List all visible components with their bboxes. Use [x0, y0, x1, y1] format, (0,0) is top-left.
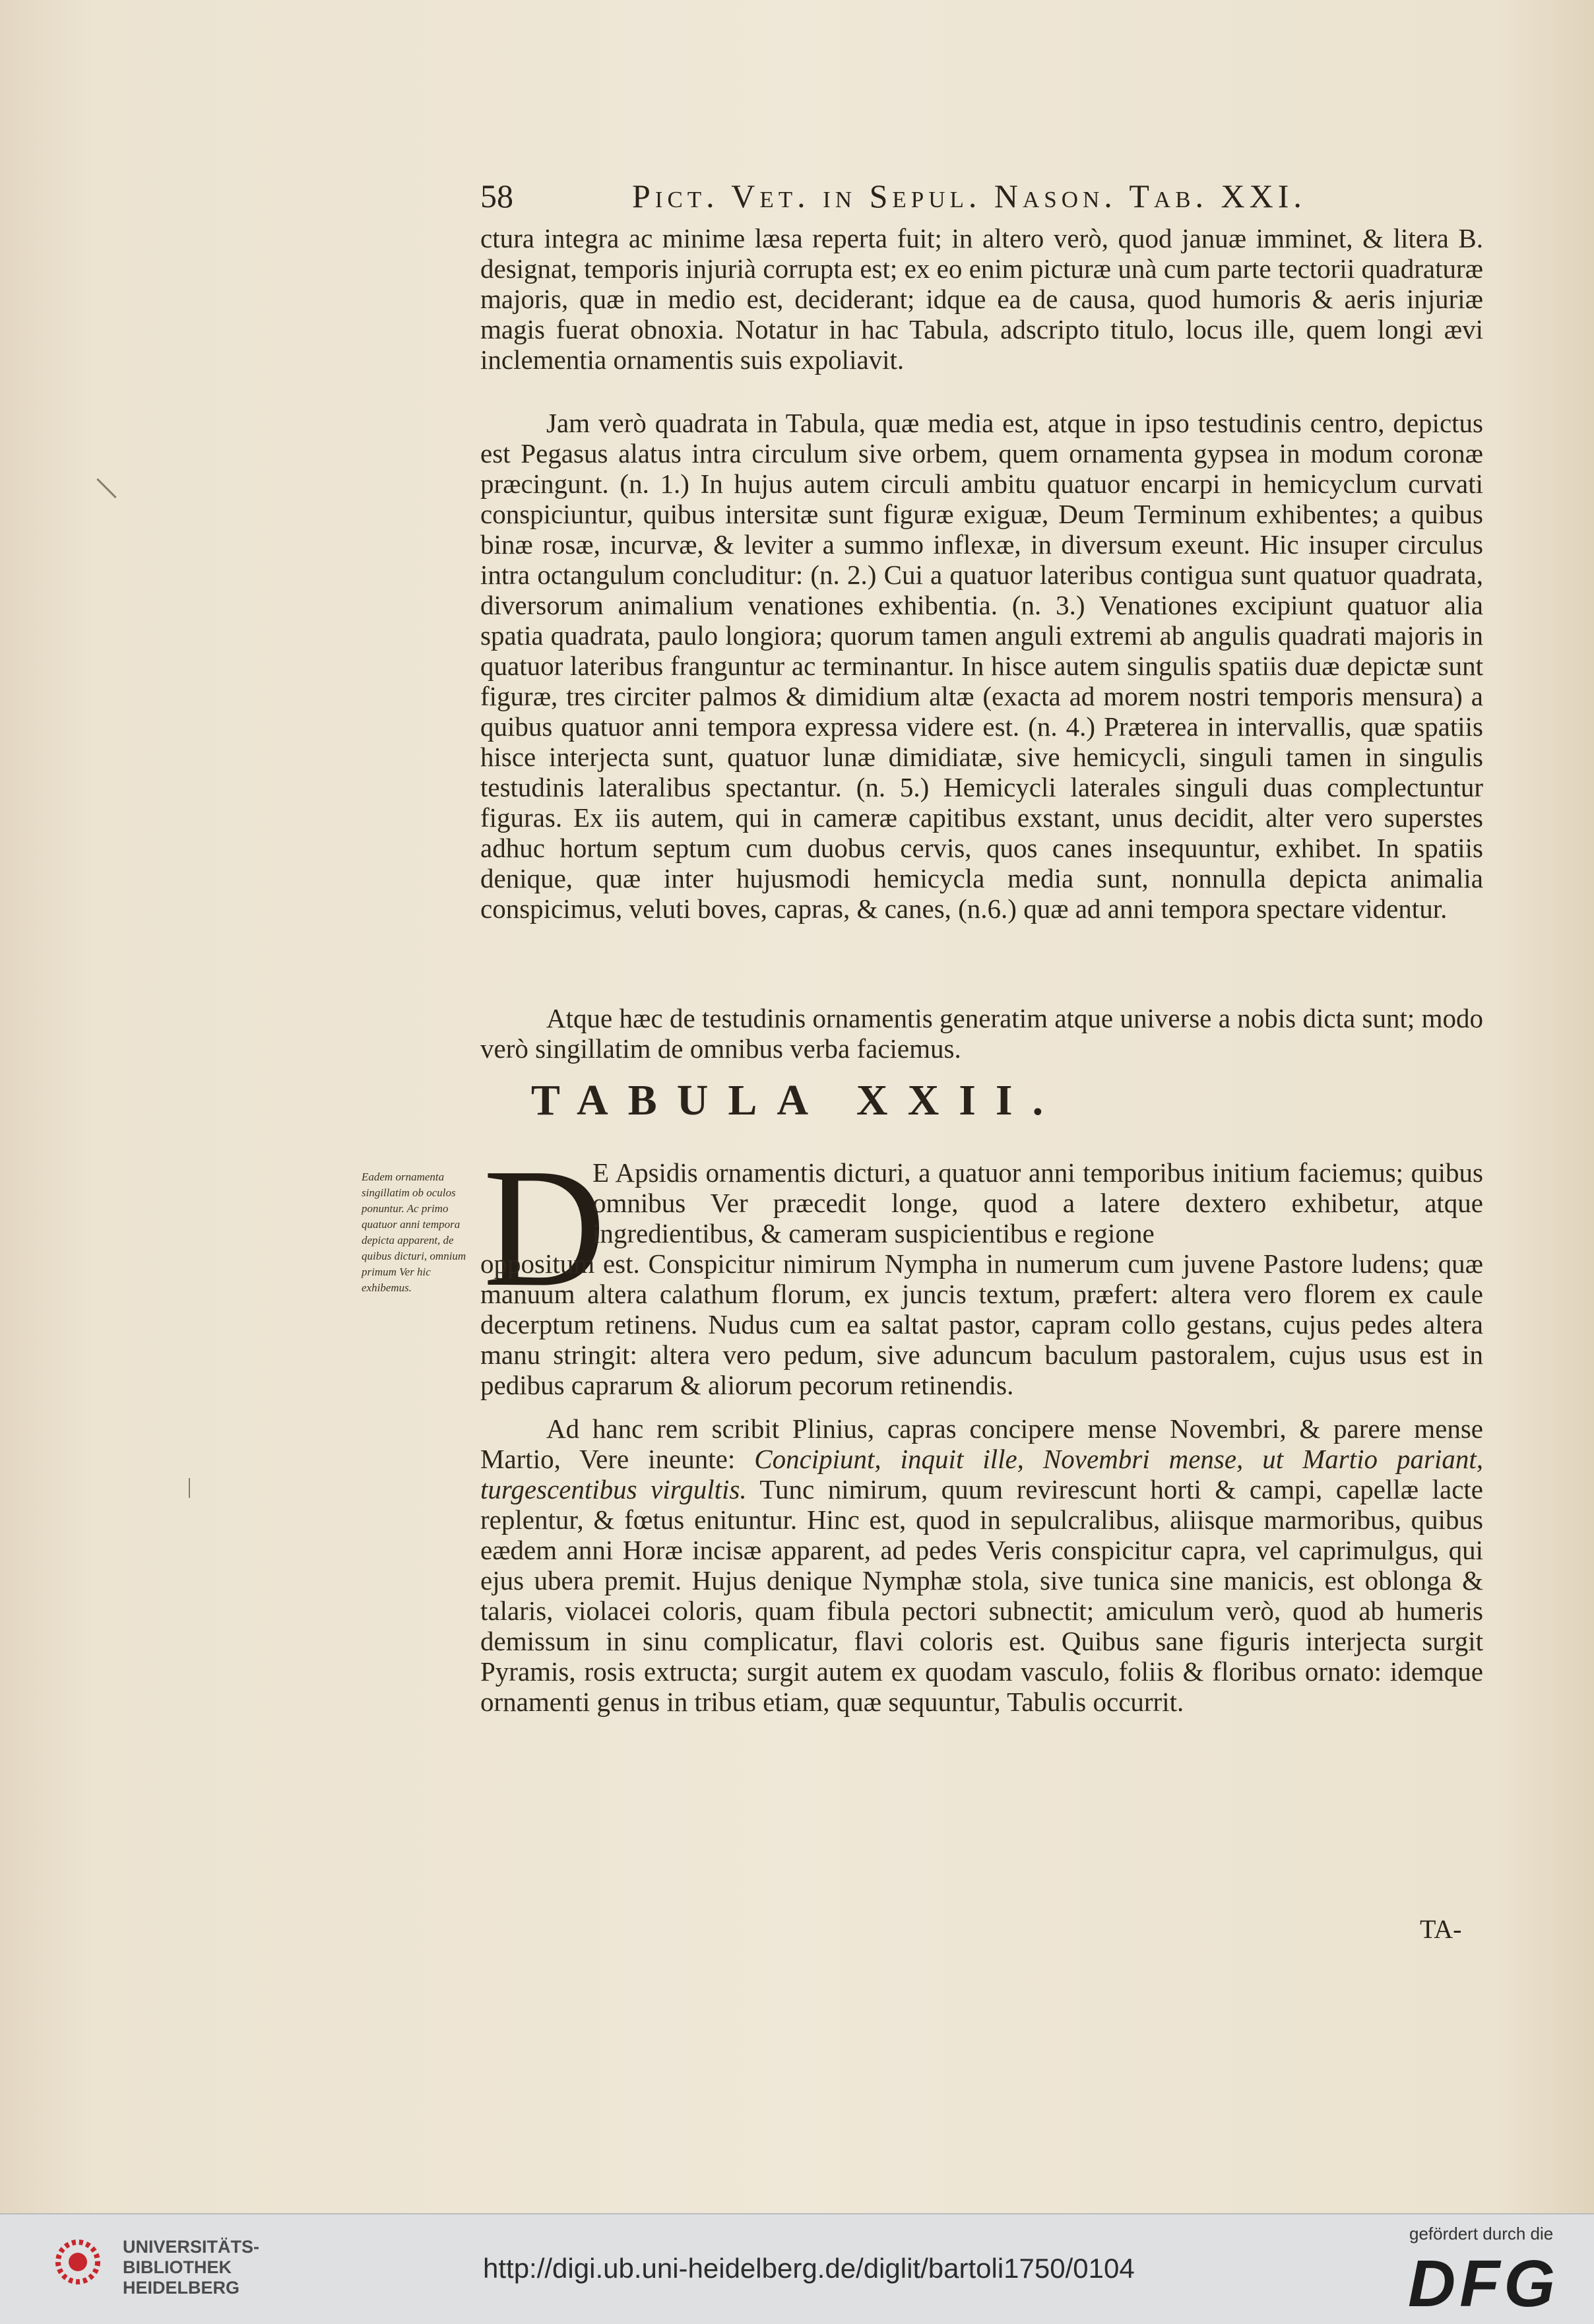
margin-note: Eadem ornamenta singillatim ob oculos ponuntur. Ac primo quatuor anni tempora depicta apparent, de quibus dicturi, omnium primum Ver hic exhibemus. — [362, 1171, 466, 1294]
library-name-line: UNIVERSITÄTS- — [123, 2237, 260, 2257]
paragraph-6-start: Ad hanc rem scribit Plinius, capras concipere mense Novembri, & parere mense Martio, Vere ineunte: — [480, 1413, 1483, 1474]
paragraph-5 — [480, 1133, 1483, 1400]
pliny-quote: Concipiunt, inquit ille, Novembri mense, ut Martio pariant, turgescentibus virgultis. — [480, 1444, 1483, 1504]
sponsor-caption: gefördert durch die — [1409, 2224, 1554, 2243]
section-heading: TABULA XXII. — [530, 1076, 1064, 1124]
paper-mark — [96, 478, 116, 498]
paper-mark — [189, 1478, 190, 1498]
paragraph-5-indented-lines: E Apsidis ornamentis dicturi, a quatuor anni temporibus initium faciemus; quibus omnibus Ver præcedit longe, quod a latere dextero exhibetur, atque ingredientibus, & cameram suspicientibus e regione — [592, 1157, 1483, 1248]
footer-bar — [0, 2213, 1594, 2324]
page-number: 58 — [480, 178, 513, 214]
paragraph-6-end: Tunc nimirum, quum revirescunt horti & campi, capellæ lacte replentur, & fœtus enituntur. Hinc est, quod in sepulcralibus, aliisque marmoribus, quibus eædem anni Horæ incisæ apparent, ad pedes Veris conspicitur capra, vel caprimulgus, qui ejus ubera premit. Hujus denique Nymphæ stola, sive tunica sine manicis, est oblonga & talaris, violacei coloris, quam fibula pectori subnectit; amiculum verò, quod ab humeris demissum in sinu complicatur, flavi coloris est. Quibus sane figuris interjecta surgit Pyramis, rosis extructa; surgit autem ex quodam vasculo, foliis & floribus ornato: idemque ornamenti genus in tribus etiam, quæ sequuntur, Tabulis occurrit. — [480, 1474, 1483, 1717]
university-seal-icon — [51, 2233, 104, 2291]
source-url-link[interactable]: http://digi.ub.uni-heidelberg.de/diglit/bartoli1750/0104 — [483, 2253, 1135, 2284]
catchword: TA- — [1420, 1914, 1462, 1944]
paragraph-6 — [480, 1413, 1483, 1717]
paragraph-2: Jam verò quadrata in Tabula, quæ media est, atque in ipso testudinis centro, depictus est Pegasus alatus intra circulum sive orbem, quem ornamenta gypsea in modum coronæ præcingunt. (n. 1.) In hujus autem circuli ambitu quatuor encarpi in hemicyclum curvati conspiciuntur, quibus intersitæ sunt figuræ exiguæ, Deum Terminum exhibentes; a quibus binæ rosæ, incurvæ, & leviter a summo inflexæ, in diversum exeunt. Hic insuper circulus intra octangulum concluditur: (n. 2.) Cui a quatuor lateribus contigua sunt quatuor quadrata, diversorum animalium venationes exhibentia. (n. 3.) Venationes excipiunt quatuor alia spatia quadrata, paulo longiora; quorum tamen anguli extremi ab angulis quadrati majoris in quatuor lateribus franguntur ac terminantur. In hisce autem singulis spatiis duæ depictæ sunt figuræ, tres circiter palmos & dimidium altæ (exacta ad morem nostri temporis mensura) a quibus quatuor anni tempora expressa videre est. (n. 4.) Præterea in intervallis, quæ spatiis hisce interjecta sunt, quatuor lunæ dimidiatæ, sive hemicycli, singuli tamen in singulis testudinis lateralibus spectantur. (n. 5.) Hemicycli laterales singuli duas complectuntur figuras. Ex iis autem, qui in cameræ capitibus exstant, unus decidit, alter vero superstes adhuc hortum septum cum duobus cervis, quos canes insequuntur, exhibet. In spatiis denique, quæ inter hujusmodi hemicycla media sunt, nonnulla depicta animalia conspicimus, veluti boves, capras, & canes, (n.6.) quæ ad anni tempora spectare videntur. — [480, 408, 1483, 924]
paragraph-5-body: oppositum est. Conspicitur nimirum Nympha in numerum cum juvene Pastore ludens; quæ manuum altera calathum florum, ex juncis textum, præfert: altera vero florem ex caule decerptum retinens. Nudus cum ea saltat pastor, capram collo gestans, cujus pedes altera manu stringit: altera vero pedum, sive aduncum baculum pastoralem, cujus usus est in pedibus caprarum & aliorum pecorum retinendis. — [480, 1248, 1483, 1400]
drop-cap: D — [483, 1133, 606, 1322]
library-name-line: HEIDELBERG — [123, 2278, 240, 2298]
page-header — [480, 177, 1320, 216]
paragraph-1: ctura integra ac minime læsa reperta fuit; in altero verò, quod januæ imminet, & litera B. designat, temporis injurià corrupta est; ex eo enim picturæ unà cum parte tectorii quadraturæ majoris, quæ in medio est, deciderant; idque ea de causa, quod humoris & aeris injuriæ magis fuerat obnoxia. Notatur in hac Tabula, adscripto titulo, locus ille, quem longi ævi inclementia ornamentis suis expoliavit. — [480, 223, 1483, 375]
dfg-logo: DFG — [1408, 2247, 1560, 2321]
library-name-line: BIBLIOTHEK — [123, 2257, 232, 2277]
running-head: Pict. Vet. in Sepul. Nason. Tab. XXI. — [632, 178, 1306, 214]
paragraph-3: Atque hæc de testudinis ornamentis generatim atque universe a nobis dicta sunt; modo verò singillatim de omnibus verba faciemus. — [480, 1003, 1483, 1064]
library-name — [123, 2237, 259, 2298]
